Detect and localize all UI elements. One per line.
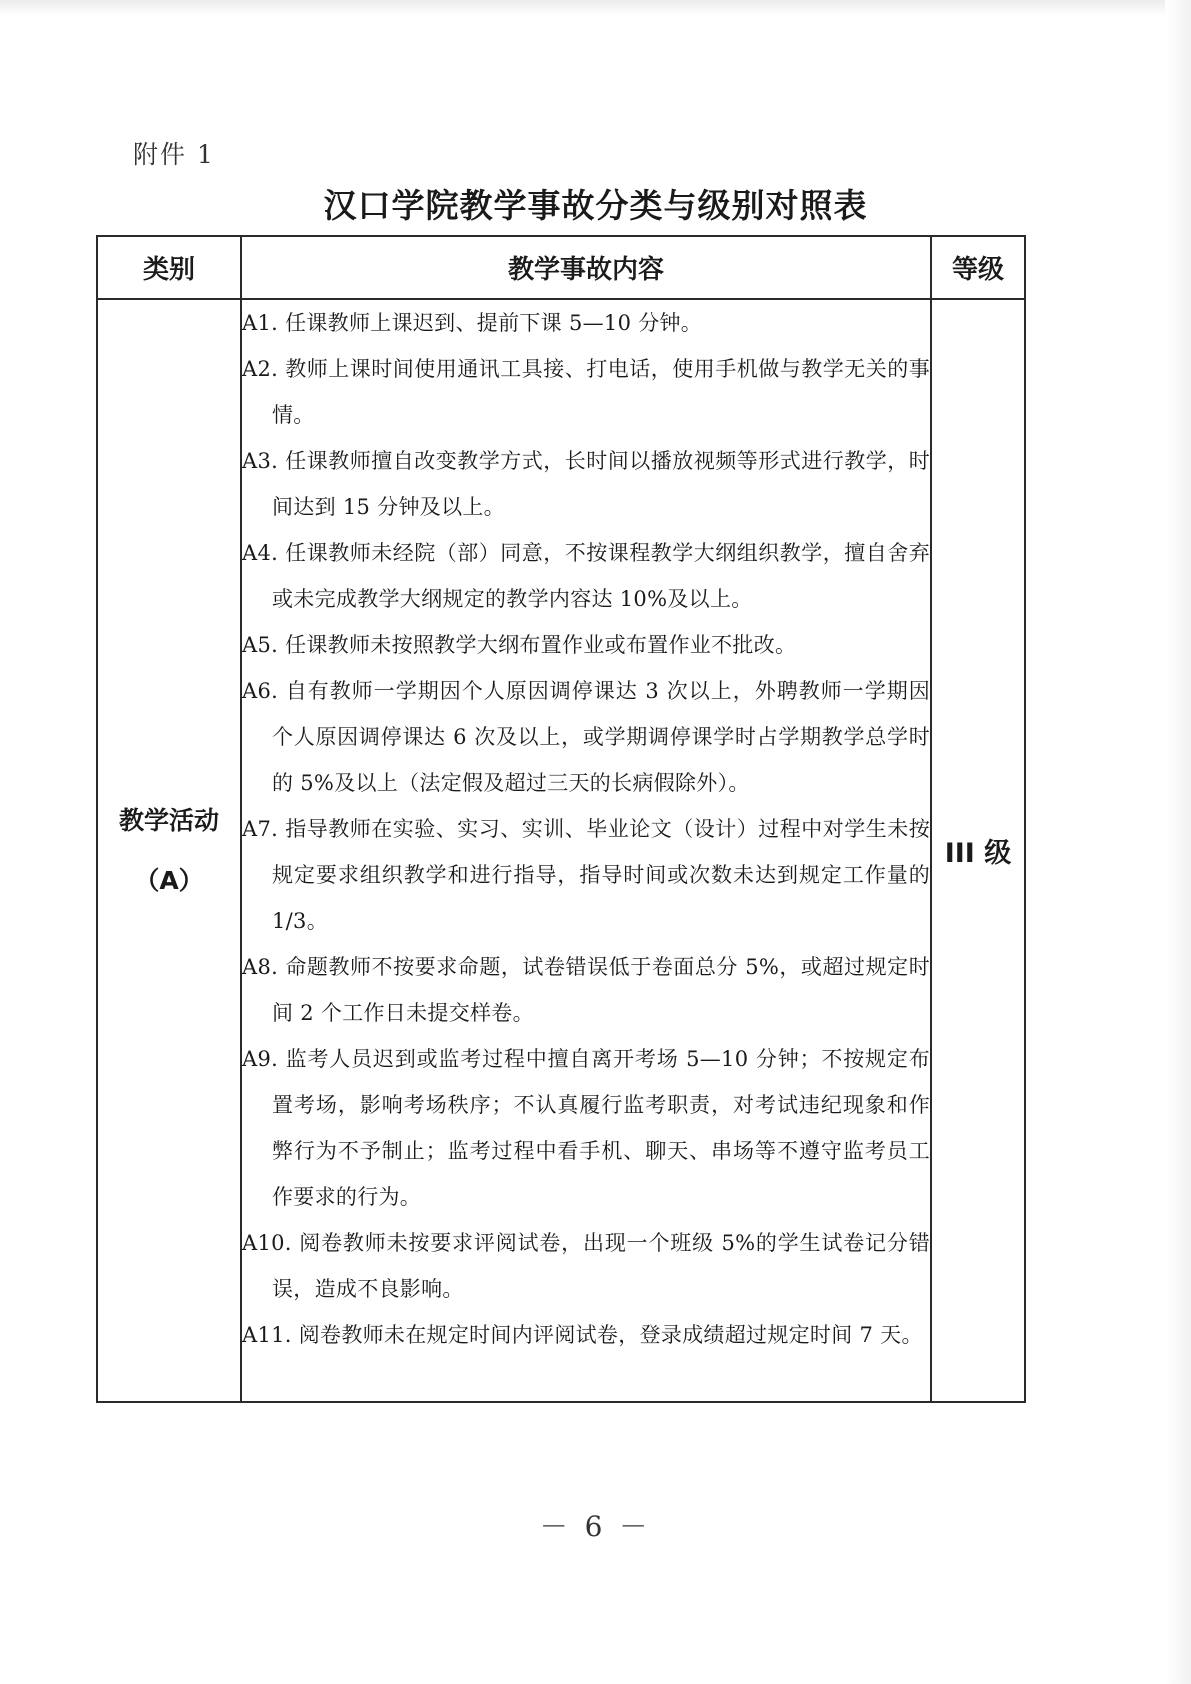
column-header-level: 等级 (931, 236, 1025, 299)
table-header-row (97, 236, 1025, 299)
list-item: A9. 监考人员迟到或监考过程中擅自离开考场 5—10 分钟；不按规定布置考场，影响考场秩序；不认真履行监考职责，对考试违纪现象和作弊行为不予制止；监考过程中看手机、聊天、串场等不遵守监考员工作要求的行为。 (242, 1047, 930, 1209)
column-header-content: 教学事故内容 (241, 236, 931, 299)
list-item: A6. 自有教师一学期因个人原因调停课达 3 次以上，外聘教师一学期因个人原因调停课达 6 次及以上，或学期调停课学时占学期教学总学时的 5%及以上（法定假及超过三天的长病假除外）。 (242, 679, 930, 795)
list-item: A10. 阅卷教师未按要求评阅试卷，出现一个班级 5%的学生试卷记分错误，造成不良影响。 (242, 1231, 930, 1301)
accident-classification-table (96, 235, 1026, 1403)
list-item: A11. 阅卷教师未在规定时间内评阅试卷，登录成绩超过规定时间 7 天。 (242, 1323, 923, 1347)
list-item: A1. 任课教师上课迟到、提前下课 5—10 分钟。 (242, 311, 703, 335)
category-code: （A） (134, 865, 204, 895)
page-number: － 6 － (539, 1510, 652, 1543)
list-item: A2. 教师上课时间使用通讯工具接、打电话，使用手机做与教学无关的事情。 (242, 357, 930, 427)
category-name: 教学活动 (118, 805, 219, 835)
attachment-label: 附件 1 (133, 140, 215, 169)
scan-top-shadow (0, 0, 1191, 16)
list-item: A4. 任课教师未经院（部）同意，不按课程教学大纲组织教学，擅自舍弃或未完成教学大纲规定的教学内容达 10%及以上。 (242, 541, 930, 611)
list-item: A5. 任课教师未按照教学大纲布置作业或布置作业不批改。 (242, 633, 797, 657)
category-cell (97, 299, 241, 1402)
column-header-category: 类别 (97, 236, 241, 299)
document-title: 汉口学院教学事故分类与级别对照表 (323, 186, 868, 225)
table-row (97, 299, 1025, 1402)
list-item: A8. 命题教师不按要求命题，试卷错误低于卷面总分 5%，或超过规定时间 2 个工作日未提交样卷。 (242, 955, 930, 1025)
level-cell: III 级 (931, 299, 1025, 1402)
content-cell (241, 299, 931, 1402)
scan-right-shadow (1165, 0, 1191, 1684)
list-item: A3. 任课教师擅自改变教学方式，长时间以播放视频等形式进行教学，时间达到 15 分钟及以上。 (242, 449, 930, 519)
list-item: A7. 指导教师在实验、实习、实训、毕业论文（设计）过程中对学生未按规定要求组织教学和进行指导，指导时间或次数未达到规定工作量的 1/3。 (242, 817, 930, 933)
